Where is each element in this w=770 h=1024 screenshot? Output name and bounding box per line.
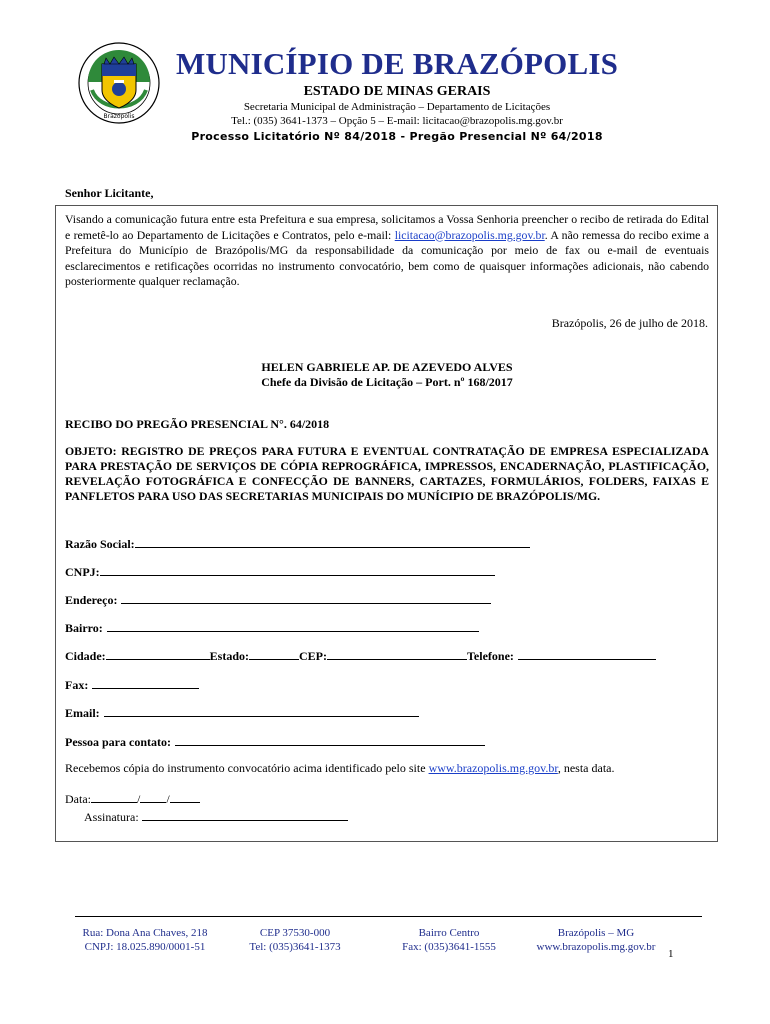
address-details-row: Cidade: Estado: CEP: Telefone: — [65, 647, 656, 664]
telefone-input[interactable] — [518, 647, 656, 660]
website-link[interactable]: www.brazopolis.mg.gov.br — [428, 761, 558, 775]
page-title: MUNICÍPIO DE BRAZÓPOLIS — [175, 46, 619, 81]
footer-divider — [75, 916, 702, 917]
footer-bairro-fax: Bairro Centro Fax: (035)3641-1555 — [402, 927, 496, 953]
date-year-input[interactable] — [170, 790, 200, 803]
signatory-name: HELEN GABRIELE AP. DE AZEVEDO ALVES — [261, 360, 513, 374]
signatory-role: Chefe da Divisão de Licitação – Port. nº 168/2017 — [261, 375, 513, 389]
estado-input[interactable] — [249, 647, 299, 660]
contact-person-field: Pessoa para contato: — [65, 733, 485, 750]
endereco-field: Endereço: — [65, 591, 491, 608]
fax-field: Fax: — [65, 676, 199, 693]
objeto-paragraph: OBJETO: REGISTRO DE PREÇOS PARA FUTURA E EVENTUAL CONTRATAÇÃO DE EMPRESA ESPECIALIZADA PARA PRESTAÇÃO DE SERVIÇOS DE CÓPIA REPROGRÁFICA, IMPRESSOS, ENCADERNAÇÃO, PLASTIFICAÇÃO, REVELAÇÃO FOTOGRÁFICA E CONFECÇÃO DE BANNERS, CARTAZES, FORMULÁRIOS, FOLDERS, FAIXAS E PANFLETOS PARA USO DAS SECRETARIAS MUNICIPAIS DO MUNÍCIPIO DE BRAZÓPOLIS/MG. — [65, 444, 709, 503]
cnpj-input[interactable] — [100, 563, 495, 576]
bairro-input[interactable] — [107, 619, 479, 632]
footer-cep-tel: CEP 37530-000 Tel: (035)3641-1373 — [249, 927, 341, 953]
email-field: Email: — [65, 704, 419, 721]
cnpj-field: CNPJ: — [65, 563, 495, 580]
date-month-input[interactable] — [140, 790, 166, 803]
receipt-statement: Recebemos cópia do instrumento convocatório acima identificado pelo site www.brazopolis.mg.gov.br, nesta data. — [65, 761, 615, 775]
department-line: Secretaria Municipal de Administração – Departamento de Licitações — [243, 101, 551, 113]
bairro-field: Bairro: — [65, 619, 479, 636]
footer-city-site: Brazópolis – MG www.brazopolis.mg.gov.br — [536, 927, 656, 953]
date-field: Data: / / — [65, 790, 200, 807]
signature-field: Assinatura: — [84, 808, 348, 825]
endereco-input[interactable] — [121, 591, 491, 604]
recibo-title: RECIBO DO PREGÃO PRESENCIAL N°. 64/2018 — [65, 417, 330, 431]
state-heading: ESTADO DE MINAS GERAIS — [303, 84, 491, 99]
fax-input[interactable] — [92, 676, 199, 689]
razao-social-field: Razão Social: — [65, 535, 530, 552]
email-link[interactable]: licitacao@brazopolis.mg.gov.br — [394, 227, 545, 242]
cidade-input[interactable] — [106, 647, 210, 660]
cep-input[interactable] — [327, 647, 467, 660]
signature-input[interactable] — [142, 808, 348, 821]
razao-social-input[interactable] — [135, 535, 530, 548]
contact-person-input[interactable] — [175, 733, 485, 746]
page-number: 1 — [668, 948, 674, 960]
document-date: Brazópolis, 26 de julho de 2018. — [551, 316, 708, 330]
salutation: Senhor Licitante, — [65, 186, 154, 200]
processo-line: Processo Licitatório Nº 84/2018 - Pregão Presencial Nº 64/2018 — [191, 130, 603, 143]
email-input[interactable] — [104, 704, 419, 717]
footer-address: Rua: Dona Ana Chaves, 218 CNPJ: 18.025.890/0001-51 — [82, 927, 208, 953]
date-day-input[interactable] — [91, 790, 137, 803]
intro-paragraph: Visando a comunicação futura entre esta Prefeitura e sua empresa, solicitamos a Vossa Senhoria preencher o recibo de retirada do Edital e remetê-lo ao Departamento de Licitações e Contratos, pelo e-mail: licitacao@brazopolis.mg.gov.br. A não remessa do recibo exime a Prefeitura do Município de Brazópolis/MG da responsabilidade da comunicação por meio de fax ou e-mail de eventuais esclarecimentos e retificações ocorridas no instrumento convocatório, bem como de quaisquer informações adicionais, não cabendo posteriormente qualquer reclamação. — [65, 212, 710, 288]
seal-text: Brazópolis — [103, 113, 135, 120]
contact-line: Tel.: (035) 3641-1373 – Opção 5 – E-mail: licitacao@brazopolis.mg.gov.br — [231, 115, 563, 127]
municipal-seal-logo — [78, 42, 160, 124]
